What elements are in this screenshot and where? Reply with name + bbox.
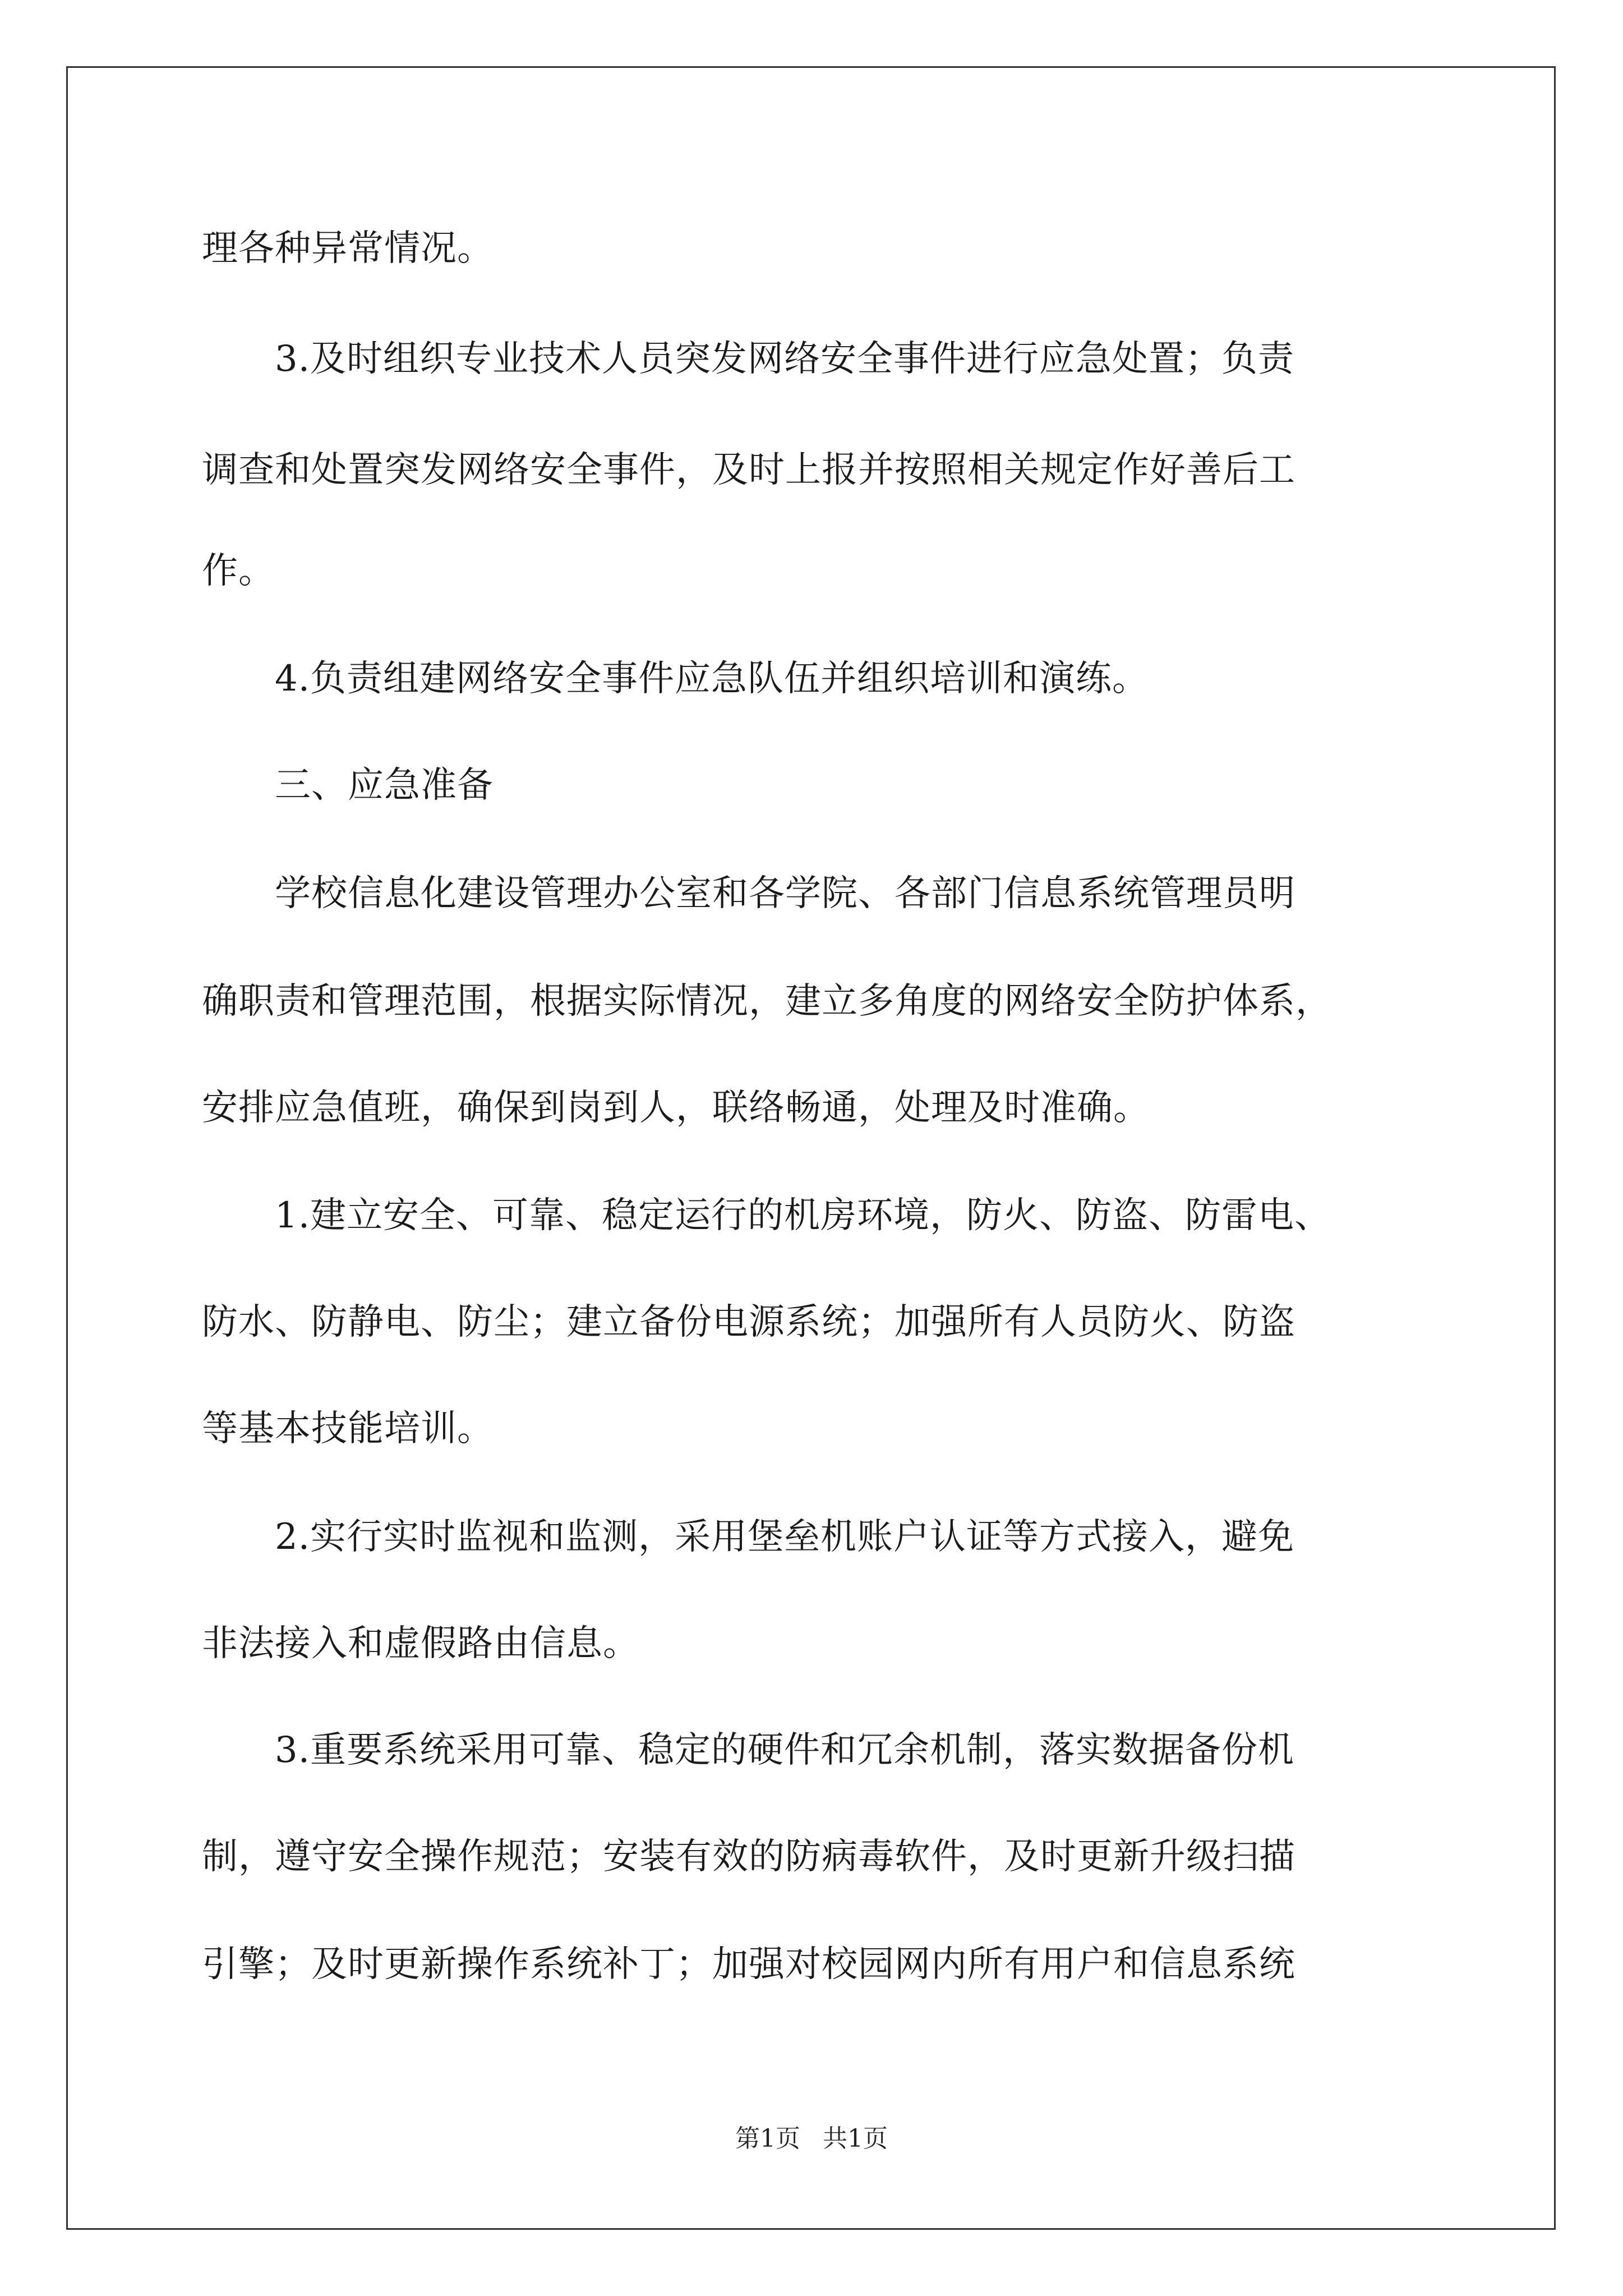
page-footer — [0, 2123, 1623, 2155]
text-line: 2.实行实时监视和监测，采用堡垒机账户认证等方式接入，避免 — [202, 1516, 1295, 1558]
text-line: 引擎；及时更新操作系统补丁；加强对校园网内所有用户和信息系统 — [202, 1944, 1295, 1985]
text-line: 作。 — [202, 550, 275, 592]
text-line: 防水、防静电、防尘；建立备份电源系统；加强所有人员防火、防盗 — [202, 1301, 1295, 1343]
text-line: 确职责和管理范围，根据实际情况，建立多角度的网络安全防护体系， — [202, 981, 1332, 1022]
text-line: 理各种异常情况。 — [202, 228, 494, 269]
text-line: 制，遵守安全操作规范；安装有效的防病毒软件，及时更新升级扫描 — [202, 1836, 1295, 1878]
page-border — [66, 66, 1556, 2230]
text-line: 调查和处置突发网络安全事件，及时上报并按照相关规定作好善后工 — [202, 449, 1295, 491]
page-total: 共1页 — [823, 2124, 888, 2153]
section-heading: 三、应急准备 — [202, 765, 494, 806]
text-line: 1.建立安全、可靠、稳定运行的机房环境，防火、防盗、防雷电、 — [202, 1195, 1331, 1236]
text-line: 3.重要系统采用可靠、稳定的硬件和冗余机制，落实数据备份机 — [202, 1729, 1295, 1771]
text-line: 非法接入和虚假路由信息。 — [202, 1623, 639, 1664]
text-line: 3.及时组织专业技术人员突发网络安全事件进行应急处置；负责 — [202, 338, 1295, 380]
text-line: 4.负责组建网络安全事件应急队伍并组织培训和演练。 — [202, 658, 1149, 700]
page-number: 第1页 — [735, 2124, 800, 2153]
text-line: 学校信息化建设管理办公室和各学院、各部门信息系统管理员明 — [202, 873, 1295, 914]
text-line: 等基本技能培训。 — [202, 1408, 494, 1450]
text-line: 安排应急值班，确保到岗到人，联络畅通，处理及时准确。 — [202, 1087, 1150, 1129]
